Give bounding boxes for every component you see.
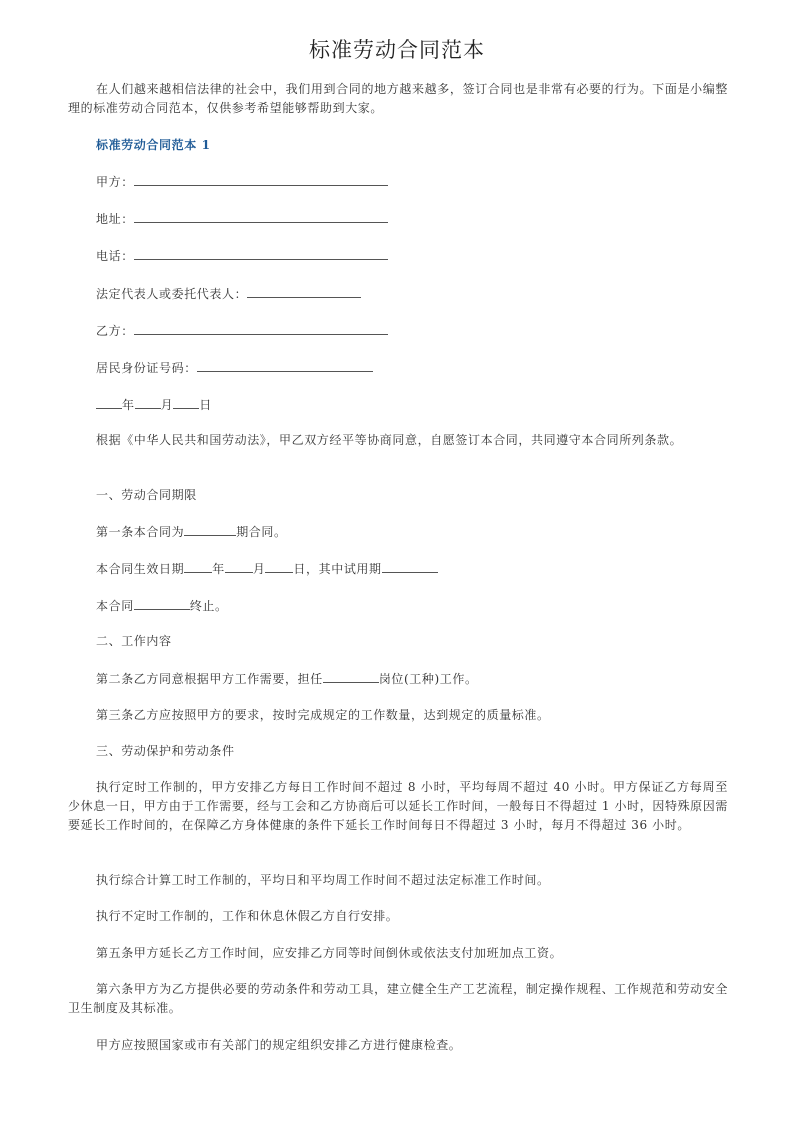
fixed-hours-paragraph: 执行定时工作制的，甲方安排乙方每日工作时间不超过 8 小时，平均每周不超过 40 小时。甲方保证乙方每周至少休息一日，甲方由于工作需要，经与工会和乙方协商后可以延长工作时间，一般每日不得超过 1 小时，因特殊原因需要延长工作时间的，在保障乙方身体健康的条件下延长工作时间每日不得超过 3 小时，每月不得超过 36 小时。 xyxy=(68,780,728,832)
phone-label: 电话： xyxy=(96,249,134,263)
party-a-label: 甲方： xyxy=(96,175,134,189)
preamble-paragraph: 根据《中华人民共和国劳动法》，甲乙双方经平等协商同意，自愿签订本合同，共同遵守本合同所列条款。 xyxy=(96,433,683,447)
comprehensive-hours-paragraph: 执行综合计算工时工作制的，平均日和平均周工作时间不超过法定标准工作时间。 xyxy=(96,873,550,887)
contract-type-blank[interactable] xyxy=(184,522,236,536)
address-blank[interactable] xyxy=(134,209,388,223)
effective-month-blank[interactable] xyxy=(225,559,253,573)
date-line xyxy=(96,395,212,415)
heading-contract-term: 一、劳动合同期限 xyxy=(96,488,197,502)
position-blank[interactable] xyxy=(323,669,379,683)
article-1 xyxy=(96,522,287,542)
article-6: 第六条甲方为乙方提供必要的劳动条件和劳动工具，建立健全生产工艺流程，制定操作规程、工作规范和劳动安全卫生制度及其标准。 xyxy=(68,982,728,1015)
termination-prefix: 本合同 xyxy=(96,599,134,613)
party-b-label: 乙方： xyxy=(96,324,134,338)
section-heading: 标准劳动合同范本 1 xyxy=(96,138,211,152)
flexible-hours-paragraph: 执行不定时工作制的，工作和休息休假乙方自行安排。 xyxy=(96,909,399,923)
effective-date-line xyxy=(96,559,438,579)
article-1-prefix: 第一条本合同为 xyxy=(96,525,185,539)
trial-period-blank[interactable] xyxy=(382,559,438,573)
day-label: 日 xyxy=(199,398,212,412)
id-number-label: 居民身份证号码： xyxy=(96,361,197,375)
party-b-blank[interactable] xyxy=(134,321,388,335)
termination-line xyxy=(96,596,228,616)
effective-year-label: 年 xyxy=(212,562,225,576)
document-title: 标准劳动合同范本 xyxy=(309,38,485,62)
year-blank[interactable] xyxy=(96,395,122,409)
party-a-field xyxy=(96,172,388,192)
phone-blank[interactable] xyxy=(134,246,388,260)
year-label: 年 xyxy=(122,398,135,412)
effective-prefix: 本合同生效日期 xyxy=(96,562,185,576)
party-a-blank[interactable] xyxy=(134,172,388,186)
legal-rep-blank[interactable] xyxy=(247,284,361,298)
month-label: 月 xyxy=(160,398,174,412)
address-field xyxy=(96,209,388,229)
address-label: 地址： xyxy=(96,212,134,226)
health-check-paragraph: 甲方应按照国家或市有关部门的规定组织安排乙方进行健康检查。 xyxy=(96,1038,462,1052)
id-number-field xyxy=(96,358,373,378)
article-2-prefix: 第二条乙方同意根据甲方工作需要，担任 xyxy=(96,672,323,686)
phone-field xyxy=(96,246,388,266)
article-5: 第五条甲方延长乙方工作时间，应安排乙方同等时间倒休或依法支付加班加点工资。 xyxy=(96,946,563,960)
heading-work-content: 二、工作内容 xyxy=(96,634,172,648)
termination-suffix: 终止。 xyxy=(189,599,228,613)
article-1-suffix: 期合同。 xyxy=(236,525,287,539)
legal-rep-label: 法定代表人或委托代表人： xyxy=(96,287,248,301)
month-blank[interactable] xyxy=(135,395,161,409)
heading-labor-protection: 三、劳动保护和劳动条件 xyxy=(96,744,235,758)
legal-rep-field xyxy=(96,284,361,304)
party-b-field xyxy=(96,321,388,341)
effective-year-blank[interactable] xyxy=(184,559,212,573)
day-blank[interactable] xyxy=(173,395,199,409)
id-number-blank[interactable] xyxy=(197,358,373,372)
effective-month-label: 月 xyxy=(252,562,266,576)
intro-paragraph: 在人们越来越相信法律的社会中，我们用到合同的地方越来越多，签订合同也是非常有必要的行为。下面是小编整理的标准劳动合同范本，仅供参考希望能够帮助到大家。 xyxy=(68,82,728,115)
article-2 xyxy=(96,669,478,689)
termination-blank[interactable] xyxy=(134,596,190,610)
effective-day-trial-label: 日，其中试用期 xyxy=(293,562,382,576)
article-2-suffix: 岗位(工种)工作。 xyxy=(378,672,478,686)
effective-day-blank[interactable] xyxy=(265,559,293,573)
article-3: 第三条乙方应按照甲方的要求，按时完成规定的工作数量，达到规定的质量标准。 xyxy=(96,708,550,722)
